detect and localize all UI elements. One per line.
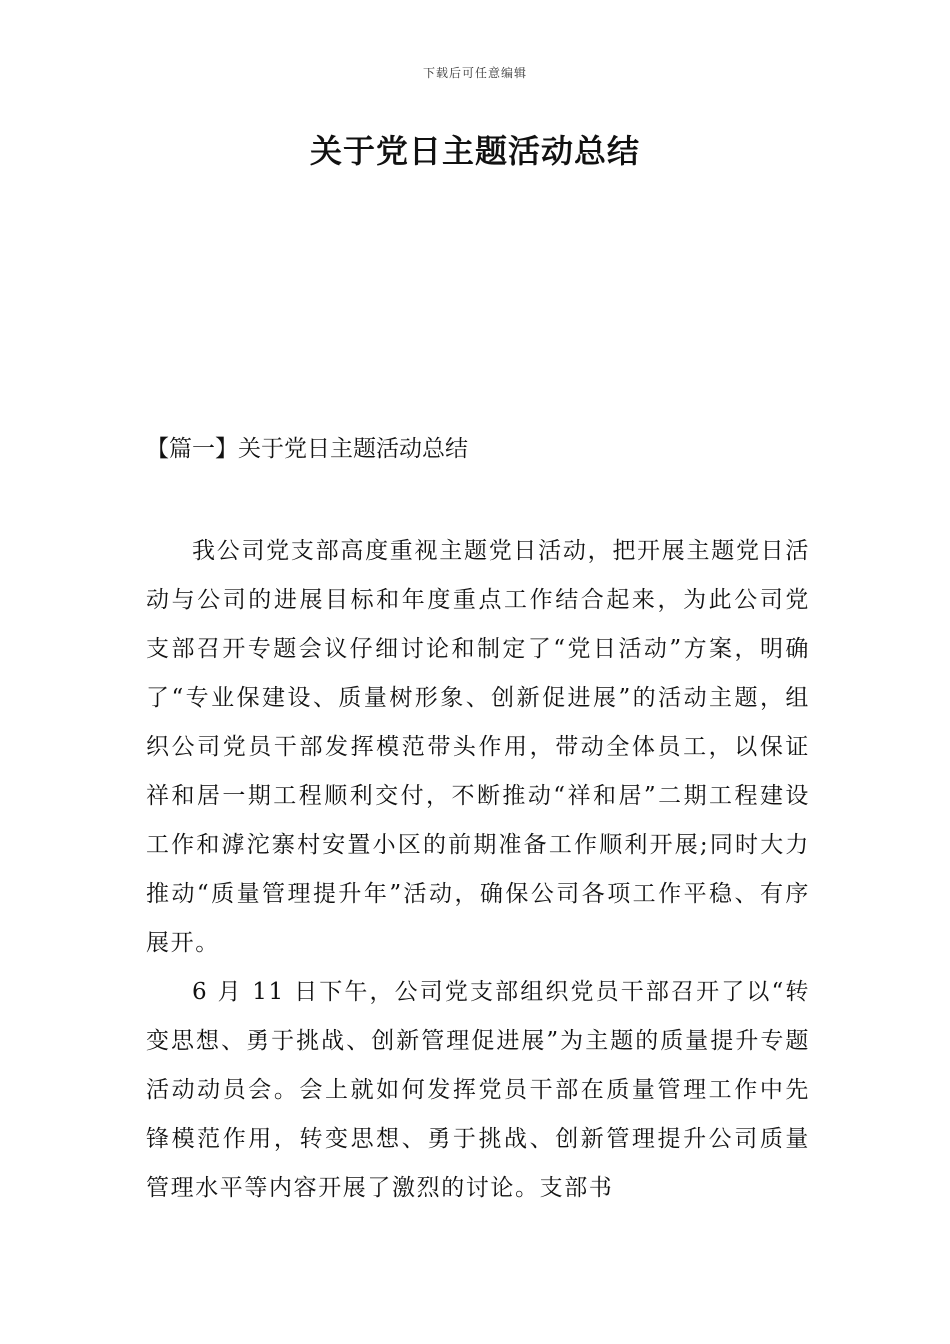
header-note: 下载后可任意编辑: [422, 66, 527, 80]
document-title: 关于党日主题活动总结: [309, 132, 640, 170]
document-body: [146, 527, 810, 1213]
section-heading: 【篇一】关于党日主题活动总结: [146, 436, 468, 462]
paragraph-2: 6 月 11 日下午，公司党支部组织党员干部召开了以“转变思想、勇于挑战、创新管理促进展”为主题的质量提升专题活动动员会。会上就如何发挥党员干部在质量管理工作中先锋模范作用，转变思想、勇于挑战、创新管理提升公司质量管理水平等内容开展了激烈的讨论。支部书: [146, 979, 810, 1201]
paragraph-1: 我公司党支部高度重视主题党日活动，把开展主题党日活动与公司的进展目标和年度重点工作结合起来，为此公司党支部召开专题会议仔细讨论和制定了“党日活动”方案，明确了“专业保建设、质量树形象、创新促进展”的活动主题，组织公司党员干部发挥模范带头作用，带动全体员工，以保证祥和居一期工程顺利交付，不断推动“祥和居”二期工程建设工作和滹沱寨村安置小区的前期准备工作顺利开展;同时大力推动“质量管理提升年”活动，确保公司各项工作平稳、有序展开。: [146, 538, 810, 956]
